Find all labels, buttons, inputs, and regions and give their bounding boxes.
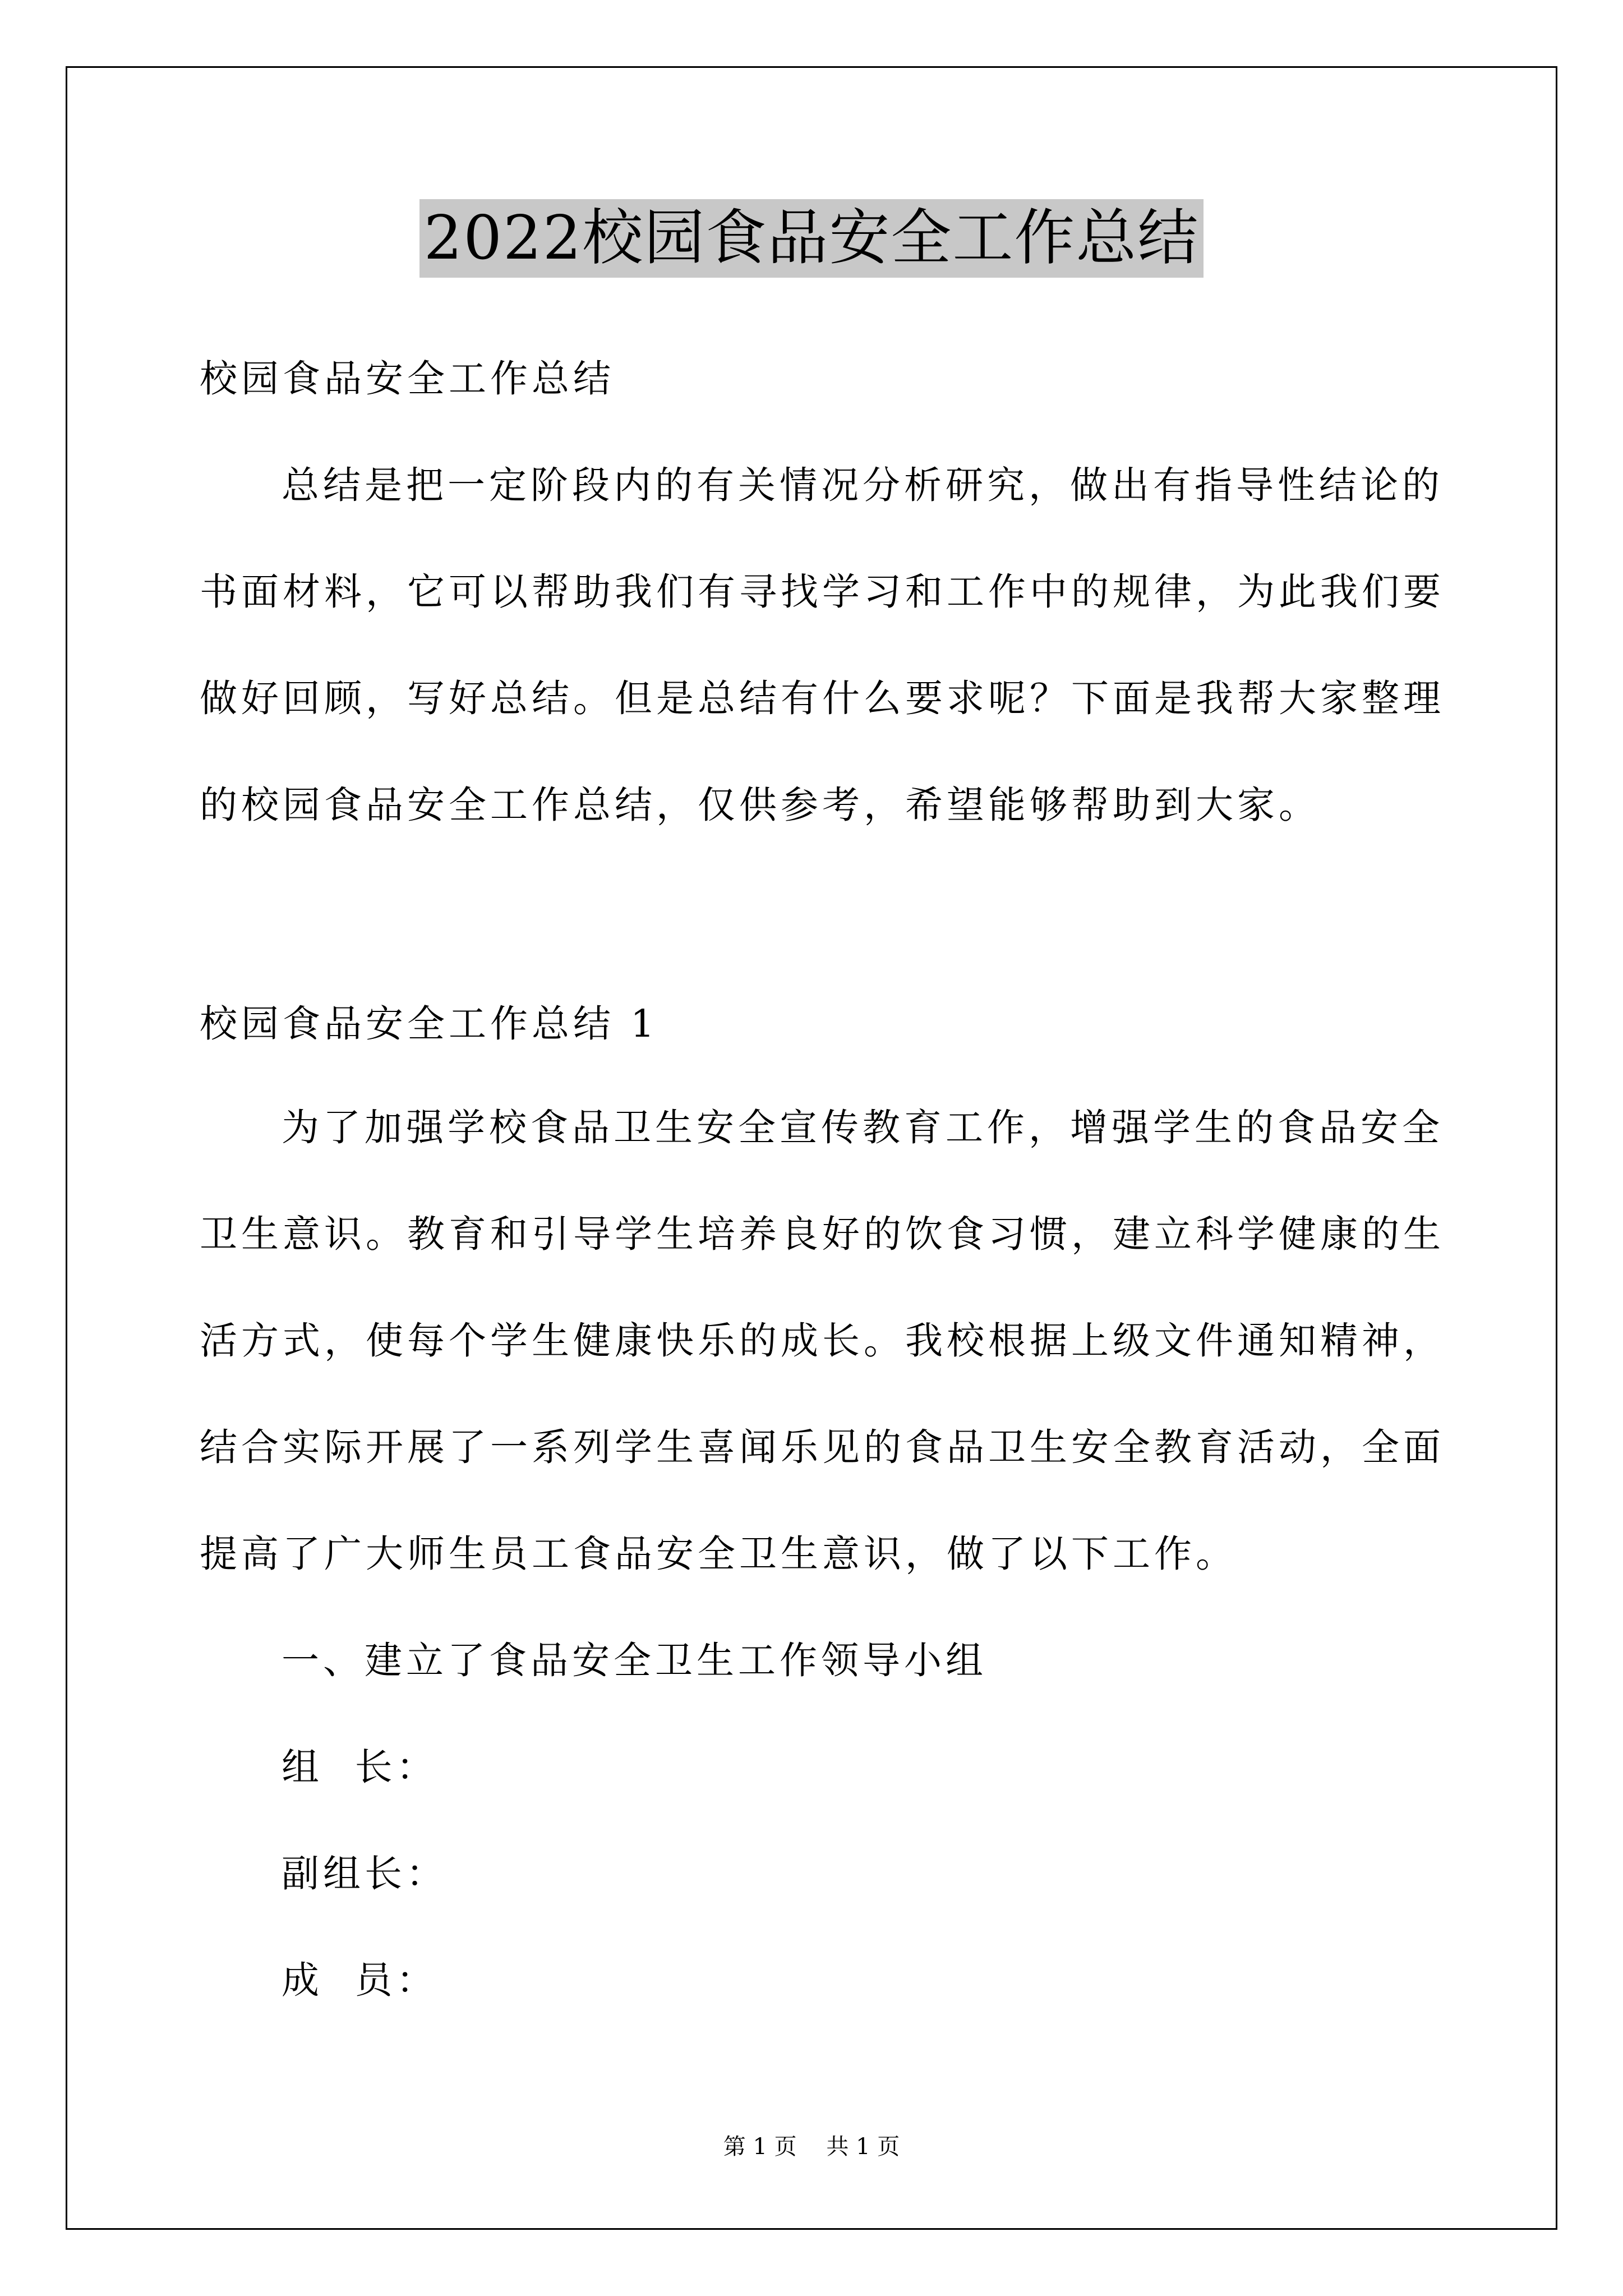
page-footer: [0, 2130, 1623, 2164]
section-paragraph-line: 卫生意识。教育和引导学生培养良好的饮食习惯，建立科学健康的生: [200, 1212, 1445, 1256]
intro-line: 做好回顾，写好总结。但是总结有什么要求呢？下面是我帮大家整理: [200, 677, 1445, 720]
section-paragraph-line: 活方式，使每个学生健康快乐的成长。我校根据上级文件通知精神，: [200, 1319, 1445, 1363]
document-title: 2022校园食品安全工作总结: [419, 199, 1204, 278]
deputy-leader-label: 副组长：: [282, 1852, 448, 1895]
intro-line: 总结是把一定阶段内的有关情况分析研究，做出有指导性结论的: [282, 463, 1444, 507]
title-container: [0, 199, 1623, 278]
section-paragraph-line: 结合实际开展了一系列学生喜闻乐见的食品卫生安全教育活动，全面: [200, 1425, 1445, 1469]
group-leader-label: 组 长：: [282, 1745, 438, 1789]
item-heading: 一、建立了食品安全卫生工作领导小组: [282, 1639, 987, 1682]
section-heading: 校园食品安全工作总结 1: [200, 1002, 658, 1046]
section-paragraph-line: 提高了广大师生员工食品安全卫生意识，做了以下工作。: [200, 1532, 1237, 1576]
members-label: 成 员：: [282, 1958, 438, 2002]
page-number: 第 1 页: [723, 2134, 797, 2160]
section-paragraph-line: 为了加强学校食品卫生安全宣传教育工作，增强学生的食品安全: [282, 1106, 1444, 1149]
page-total: 共 1 页: [826, 2134, 900, 2160]
document-subtitle: 校园食品安全工作总结: [200, 357, 615, 401]
intro-line: 的校园食品安全工作总结，仅供参考，希望能够帮助到大家。: [200, 783, 1320, 827]
intro-line: 书面材料，它可以帮助我们有寻找学习和工作中的规律，为此我们要: [200, 570, 1445, 614]
